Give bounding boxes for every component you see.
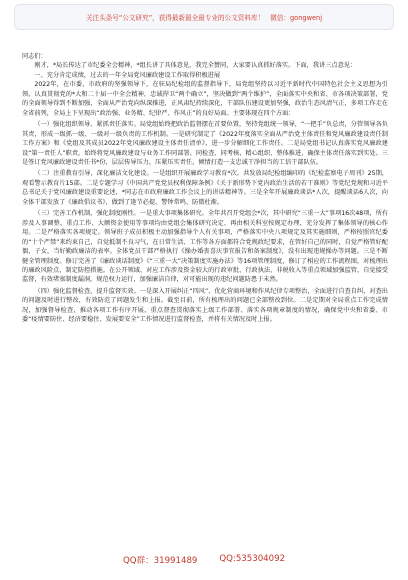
qq-group: QQ群：31991489 <box>122 556 198 566</box>
qq-number: QQ:535304092 <box>219 554 286 564</box>
paragraph-point-2: （二）注重教育引导，深化廉洁文化建设。一是组织开展廉政学习教育*次，共发放局纪检组编印的《纪检监察电子周刊》25期，观看警示教育片15部。二是专题学习《中国共产党党员权利保障条例》《关于新形势下党内政治生活的若干准则》等党纪党规和习近平总书记关于党风廉政建设重要论述，*同志在市政府廉政工作会议上的讲话精神等。三是全年开展廉政谈话*人次，提醒谈话6人次，向全体干部发放了《廉政倡议书》，做到了逢节必提、警钟常鸣、防微杜渐。 <box>22 170 388 206</box>
promo-banner <box>14 4 394 30</box>
contact-footer <box>0 554 408 566</box>
greeting: 同志们： <box>22 53 47 60</box>
paragraph-point-1: （一）强化组织领导，紧抓责任落实。局党组始终把政治监督摆在首要位置，坚持党组统一领导，“一把手”负总责，分管领导各负其责，形成一级抓一级、一级对一级负责的工作机制。一是研究制定了《2022年度落实全面从严治党主体责任和党风廉政建设责任制工作方案》和《党组及其成员2022年党风廉政建设主体责任清单》，进一步分解细化工作责任。二是局党组书记认真落实党风廉政建设“第一责任人”职责，始终将党风廉政建设与业务工作同部署、同检查、同考核，精心组织、整体推进，确保主体责任落实到实处。三是签订党风廉政建设责任书*份，层层传导压力，压紧压实责任，倾情打造一支忠诚干净担当的工信干部队伍。 <box>22 121 388 166</box>
document-body <box>22 52 388 325</box>
banner-wechat: 微信：gongwenj <box>270 14 323 22</box>
paragraph-overview: 2022年，在市委、市政府的坚强领导下，在驻局纪检组的监督指导下，局党组坚持以习近平新时代中国特色社会主义思想为引领，认真贯彻党的*大和二十届一中全会精神，忠诚捍卫“两个确立”，坚决做到“两个维护”，全面落实中央和省、市各项决策部署，党的全面领导得到不断加强，全面从严治党向纵深推进，正风肃纪持续深化，干部队伍建设更加坚强，政治生态风清气正，多项工作走在全省前列，全局上下呈现出“政治强、业务精、纪律严、作风正”的良好局面。主要体现在四个方面： <box>22 81 388 117</box>
section-heading-1: 一、充分肯定成绩，过去的一年全局党风廉政建设工作取得积极进展 <box>34 71 221 79</box>
paragraph-intro: 刚才，*局长传达了市纪委全会精神，*组长讲了具体意见，我完全赞同，大家要认真抓好落实。下面，我讲三点意见： <box>34 62 357 70</box>
banner-text: 关注头条号“公文研究”，获得最新最全最专业的公文资料库！ <box>85 14 265 22</box>
paragraph-point-3: （三）完善工作机制，强化制度刚性。一是重大事项集体研究。全年共召开党组会*次，其中研究“三重一大”事项16次48项，所有涉及人事调整、重点工作、大额资金使用等事项均由党组会集体研究决定，再由相关科室按规定办理，充分发挥了集体领导的核心作用。二是严格落实各项规定。领导班子成员积极主动加强指导个人有关事项，严格落实中央八项规定及其实施细则，严格按照官纪委的“十个严禁”来约束自己，自觉抵制不良习气，在日常生活、工作等各方面都符合党规政纪要求，在管好自己的同时，自觉严格管好配偶、子女，当好勤政廉洁的表率。全体党员干部严格执行《操办婚丧喜庆事宜报告和备案制度》，没有出现违规操办等问题。三是不断健全管理制度。修订完善了《廉政谈话制度》《“三重一大”决策制度实施办法》等16项管理制度，修订了相应的工作流程图，对梳理出的廉政风险点，制定防控措施。在公开领域、对应工作涉及资金较大的行政审批、行政执法、非税收入等重点领域加强监管，自觉接受监督，有效堵塞制度漏洞，规范权力运行，加强廉洁自律，对可能出现的违纪问题防患于未然。 <box>22 210 388 284</box>
paragraph-point-4: （四）强化监督检查，提升监督实效。一是深入开展纠正“四风”、优化营商环境和作风纪律专项整治，全面进行自查自纠，对查出的问题及时进行整改，有效防范了问题发生和上报。截至目前，所有梳理出的问题已全部整改到位。二是定期对全局重点工作完成情况，加强督导检查，推动各项工作有序开展，重点督查贯彻落实上级工作部署、落实各项规章制度的情况，确保党中央和省委、市委“疫情要防住、经济要稳住、发展要安全”工作情况进行监督检查，并将有关情况及时上报。 <box>22 287 388 324</box>
